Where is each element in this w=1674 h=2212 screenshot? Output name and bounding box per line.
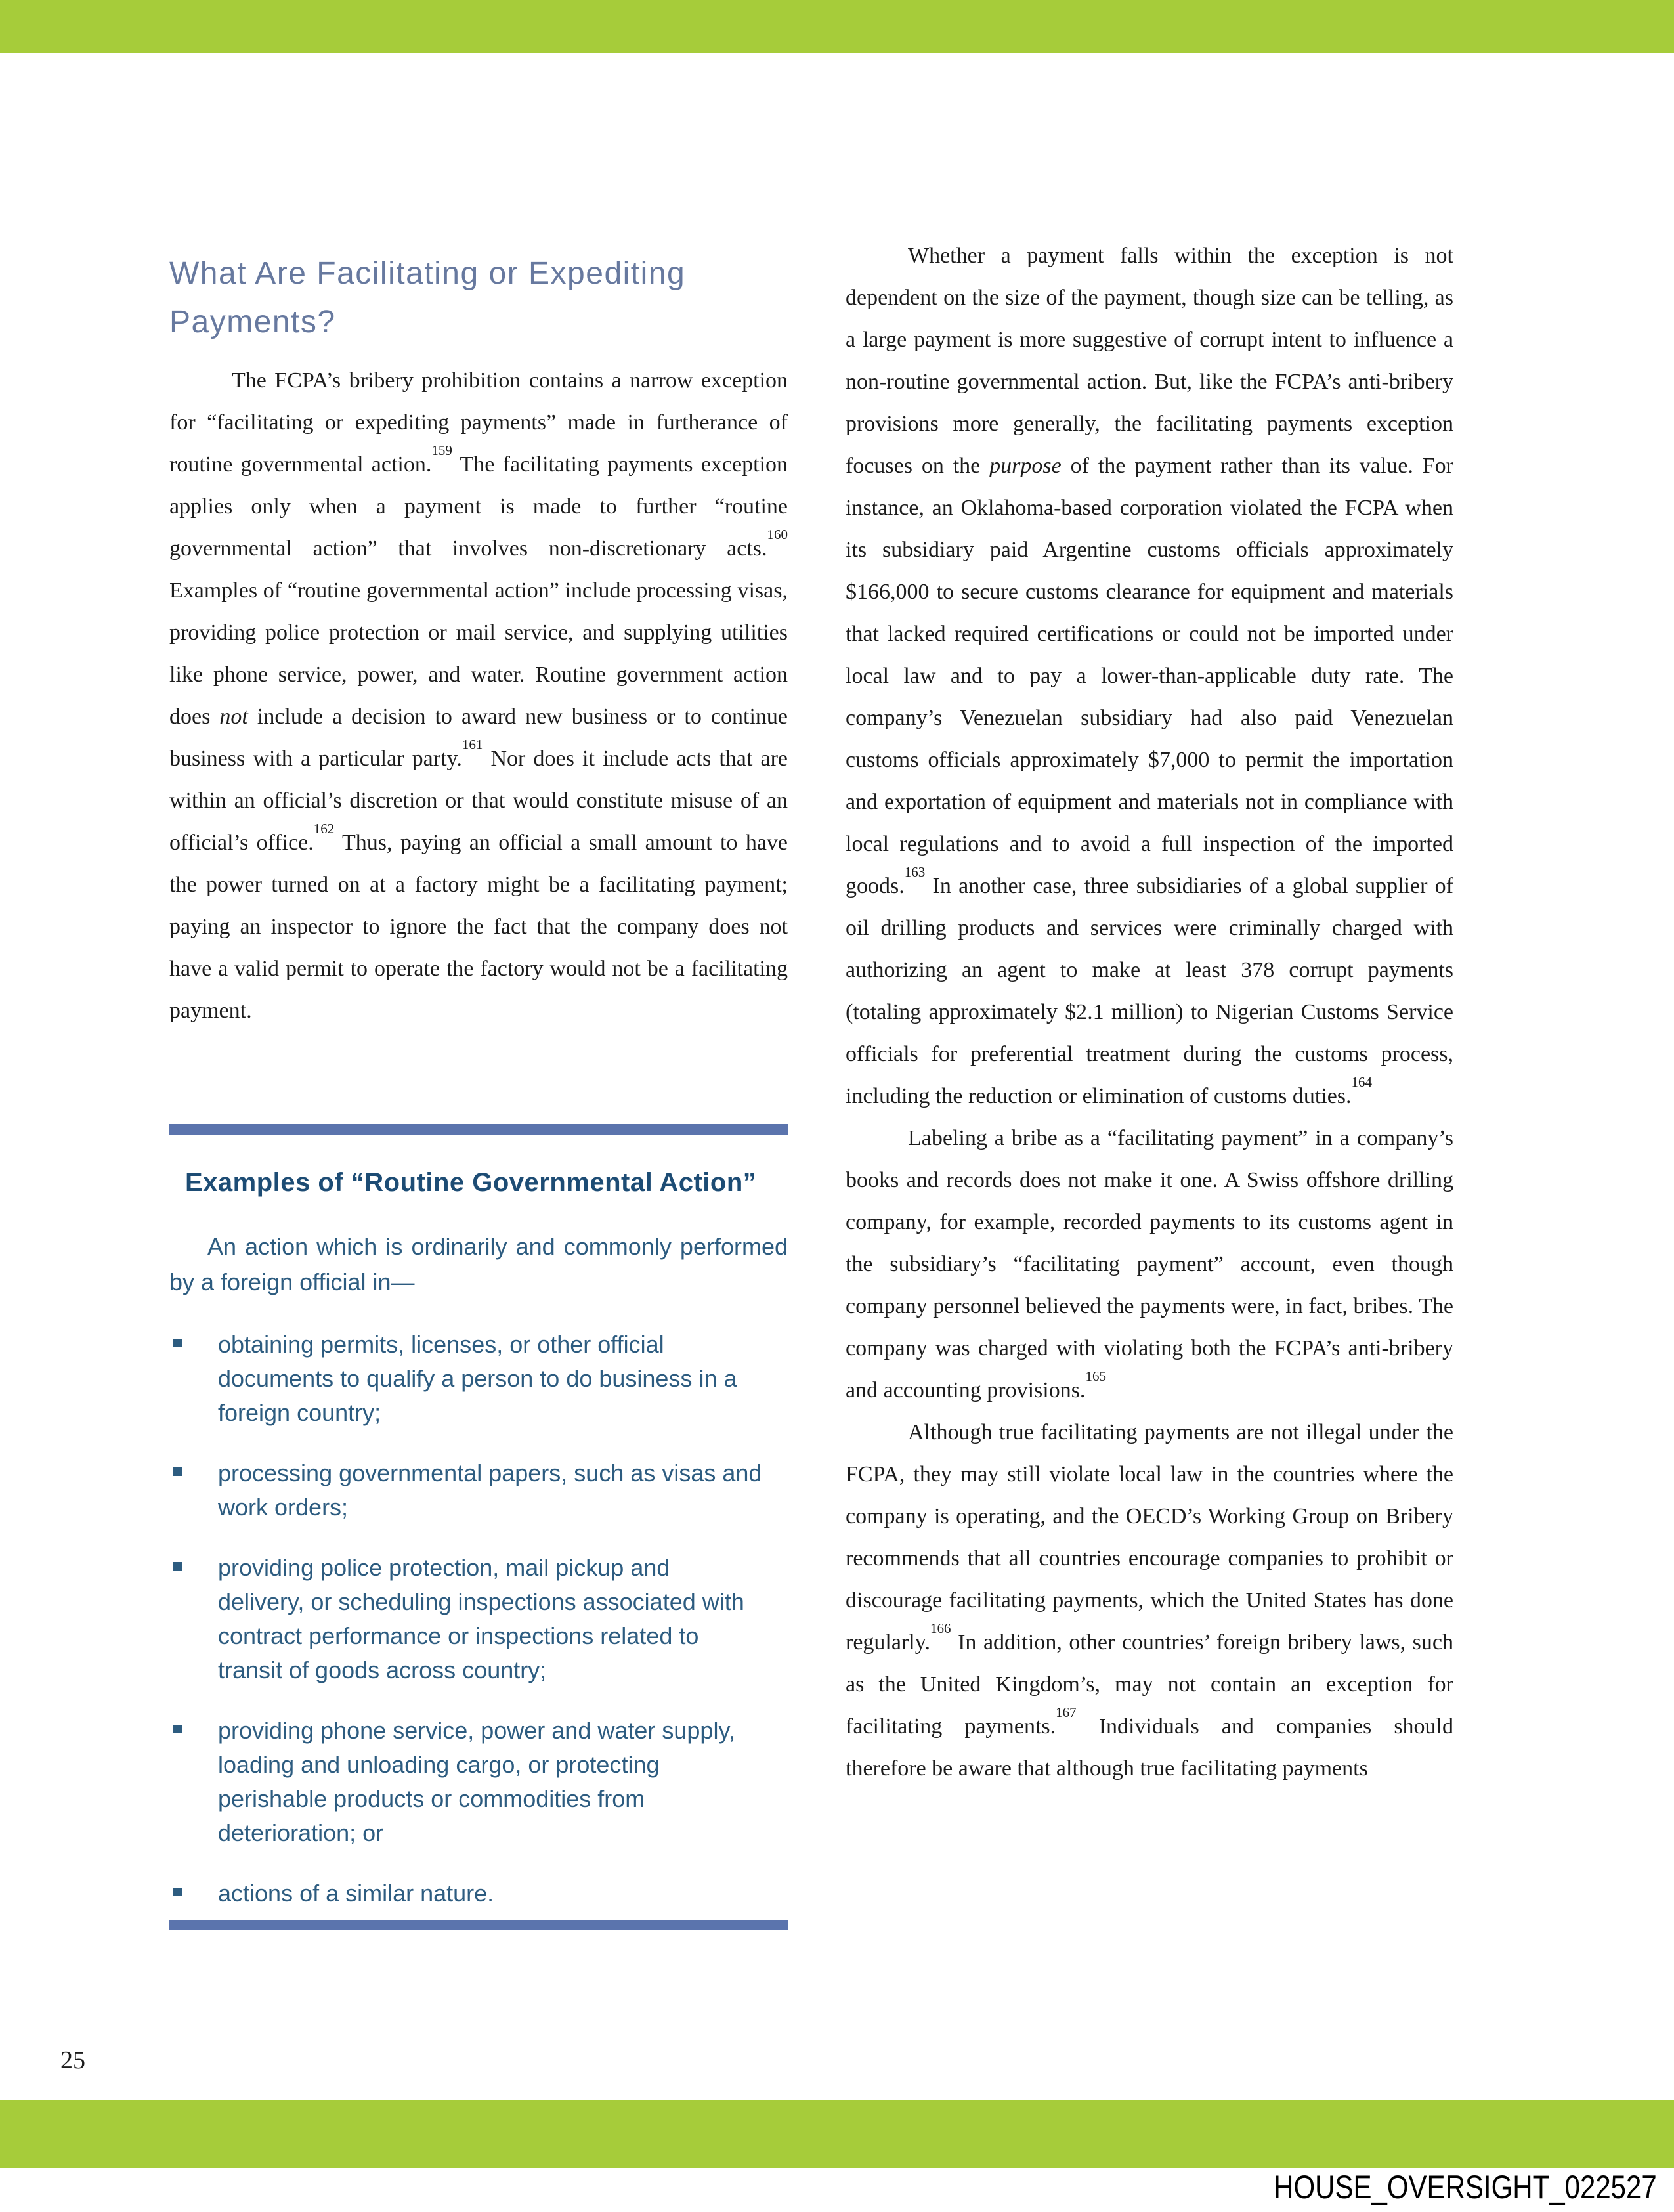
top-banner-bar bbox=[0, 0, 1674, 53]
square-bullet-icon bbox=[173, 1339, 182, 1347]
callout-heading: Examples of “Routine Governmental Action” bbox=[185, 1168, 757, 1197]
left-column-body bbox=[169, 360, 788, 1032]
callout-bullet-item bbox=[169, 1876, 788, 1911]
callout-bullet-line: transit of goods across country; bbox=[218, 1657, 547, 1683]
callout-intro bbox=[169, 1229, 788, 1300]
footnote-ref: 164 bbox=[1351, 1073, 1373, 1090]
callout-bullet-line: delivery, or scheduling inspections associated with bbox=[218, 1588, 744, 1615]
callout-bullet-line: foreign country; bbox=[218, 1399, 381, 1426]
callout-bullet-line: obtaining permits, licenses, or other official bbox=[218, 1331, 664, 1358]
square-bullet-icon bbox=[173, 1888, 182, 1896]
square-bullet-icon bbox=[173, 1467, 182, 1476]
callout-bullet-line: providing phone service, power and water supply, bbox=[218, 1717, 735, 1744]
callout-bullet-item bbox=[169, 1551, 788, 1687]
callout-bullet-line: loading and unloading cargo, or protecting bbox=[218, 1751, 660, 1778]
footnote-ref: 162 bbox=[313, 820, 335, 836]
callout-bullet-item bbox=[169, 1328, 788, 1430]
callout-bullet-list bbox=[169, 1328, 788, 1937]
callout-intro-text: An action which is ordinarily and commonly performed by a foreign official in— bbox=[169, 1233, 788, 1295]
callout-bullet-line: work orders; bbox=[218, 1494, 349, 1521]
body-paragraph: The FCPA’s bribery prohibition contains a narrow exception for “facilitating or expediting payments” made in furtherance of routine governmental action.$^{159}$ The facilitating payments exception applies only when a payment is made to further “routine governmental action” that involves non-discretionary acts.$^{160}$ Examples of “routine governmental action” include processing visas, providing police protection or mail service, and supplying utilities like phone service, power, and water. Routine government action does not include a decision to award new business or to continue business with a particular party.$^{161}$ Nor does it include acts that are within an official’s discretion or that would constitute misuse of an official’s office.$^{162}$ Thus, paying an official a small amount to have the power turned on at a factory might be a facilitating payment; paying an inspector to ignore the fact that the company does not have a valid permit to operate the factory would not be a facilitating payment. bbox=[169, 368, 788, 1023]
body-paragraph: Although true facilitating payments are not illegal under the FCPA, they may still violate local law in the countries where the company is operating, and the OECD’s Working Group on Bribery recommends that all countries encourage companies to prohibit or discourage facilitating payments, which the United States has done regularly.$^{166}$ In addition, other countries’ foreign bribery laws, such as the United Kingdom’s, may not contain an exception for facilitating payments.$^{167}$ Individuals and companies should therefore be aware that although true facilitating payments bbox=[846, 1420, 1454, 1781]
body-paragraph: Labeling a bribe as a “facilitating payment” in a company’s books and records does not make it one. A Swiss offshore drilling company, for example, recorded payments to its customs agent in the subsidiary’s “facilitating payment” account, even though company personnel believed the payments were, in fact, bribes. The company was charged with violating both the FCPA’s anti-bribery and accounting provisions.$^{165}$ bbox=[846, 1126, 1453, 1402]
callout-top-rule bbox=[169, 1124, 788, 1135]
footnote-ref: 163 bbox=[904, 863, 926, 880]
footnote-ref: 160 bbox=[767, 526, 788, 542]
square-bullet-icon bbox=[173, 1725, 182, 1733]
bottom-banner-bar bbox=[0, 2100, 1674, 2168]
bates-stamp: HOUSE_OVERSIGHT_022527 bbox=[1274, 2169, 1657, 2205]
callout-bullet-line: deterioration; or bbox=[218, 1819, 384, 1846]
callout-bullet-line: documents to qualify a person to do business in a bbox=[218, 1365, 737, 1392]
page-number: 25 bbox=[60, 2047, 85, 2074]
body-paragraph: Whether a payment falls within the exception is not dependent on the size of the payment, though size can be telling, as a large payment is more suggestive of corrupt intent to influence a non-routine governmental action. But, like the FCPA’s anti-bribery provisions more generally, the facilitating payments exception focuses on the purpose of the payment rather than its value. For instance, an Oklahoma-based corporation violated the FCPA when its subsidiary paid Argentine customs officials approximately $166,000 to secure customs clearance for equipment and materials that lacked required certifications or could not be imported under local law and to pay a lower-than-applicable duty rate. The company’s Venezuelan subsidiary had also paid Venezuelan customs officials approximately $7,000 to permit the importation and exportation of equipment and materials not in compliance with local regulations and to avoid a full inspection of the imported goods.$^{163}$ In another case, three subsidiaries of a global supplier of oil drilling products and services were criminally charged with authorizing an agent to make at least 378 corrupt payments (totaling approximately $2.1 million) to Nigerian Customs Service officials for preferential treatment during the customs process, including the reduction or elimination of customs duties.$^{164}$ bbox=[846, 244, 1453, 1108]
callout-bullet-item bbox=[169, 1456, 788, 1525]
square-bullet-icon bbox=[173, 1562, 182, 1571]
callout-bullet-line: processing governmental papers, such as visas and bbox=[218, 1460, 762, 1486]
footnote-ref: 161 bbox=[461, 736, 483, 752]
section-heading-line1: What Are Facilitating or Expediting bbox=[169, 256, 686, 292]
callout-bullet-line: providing police protection, mail pickup and bbox=[218, 1554, 670, 1581]
callout-bottom-rule bbox=[169, 1920, 788, 1930]
footnote-ref: 159 bbox=[431, 442, 452, 458]
footnote-ref: 165 bbox=[1085, 1368, 1106, 1384]
callout-bullet-line: contract performance or inspections related to bbox=[218, 1622, 699, 1649]
callout-bullet-item bbox=[169, 1714, 788, 1850]
section-heading bbox=[169, 249, 826, 347]
footnote-ref: 166 bbox=[930, 1620, 951, 1636]
right-column-body bbox=[846, 235, 1453, 1790]
callout-bullet-line: actions of a similar nature. bbox=[218, 1880, 494, 1907]
callout-bullet-line: perishable products or commodities from bbox=[218, 1785, 645, 1812]
footnote-ref: 167 bbox=[1056, 1704, 1077, 1720]
section-heading-line2: Payments? bbox=[169, 305, 336, 340]
